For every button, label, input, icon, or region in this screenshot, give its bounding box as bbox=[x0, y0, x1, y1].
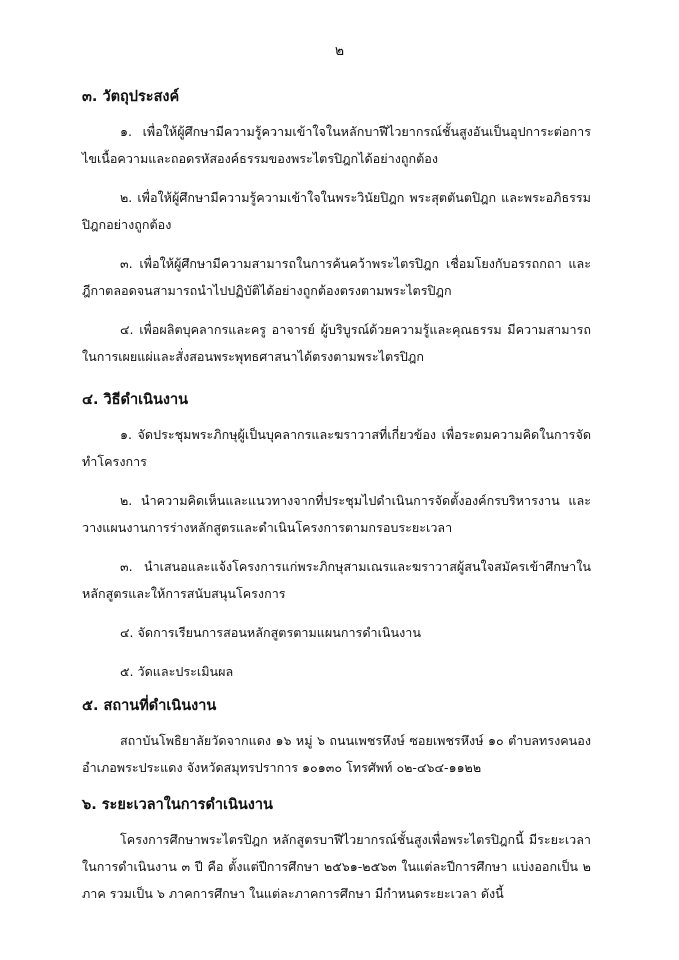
objective-1: ๑. เพื่อให้ผู้ศึกษามีความรู้ความเข้าใจในหลักบาฬีไวยากรณ์ชั้นสูงอันเป็นอุปการะต่อการไขเนื้อความและถอดรหัสองค์ธรรมของพระไตรปิฎกได้อย่างถูกต้อง bbox=[82, 124, 591, 166]
location-text: สถาบันโพธิยาลัยวัดจากแดง ๑๖ หมู่ ๖ ถนนเพชรหึงษ์ ซอยเพชรหึงษ์ ๑๐ ตำบลทรงคนอง อำเภอพระประแดง จังหวัดสมุทรปราการ ๑๐๑๓๐ โทรศัพท์ ๐๒-๔๖๔-๑๑๒๒ bbox=[82, 733, 591, 775]
section-heading-objectives: ๓. วัตถุประสงค์ bbox=[82, 89, 180, 105]
duration-text: โครงการศึกษาพระไตรปิฎก หลักสูตรบาฬีไวยากรณ์ชั้นสูงเพื่อพระไตรปิฎกนี้ มีระยะเวลาในการดำเนินงาน ๓ ปี คือ ตั้งแต่ปีการศึกษา ๒๕๖๑-๒๕๖๓ ในแต่ละปีการศึกษา แบ่งออกเป็น ๒ ภาค รวมเป็น ๖ ภาคการศึกษา ในแต่ละภาคการศึกษา มีกำหนดระยะเวลา ดังนี้ bbox=[82, 832, 591, 901]
document-body bbox=[82, 88, 591, 907]
section-heading-methods: ๔. วิธีดำเนินงาน bbox=[82, 392, 188, 408]
objective-3: ๓. เพื่อให้ผู้ศึกษามีความสามารถในการค้นคว้าพระไตรปิฎก เชื่อมโยงกับอรรถกถา และฎีกาตลอดจนสามารถนำไปปฏิบัติได้อย่างถูกต้องตรงตามพระไตรปิฎก bbox=[82, 256, 591, 298]
method-5: ๕. วัดและประเมินผล bbox=[120, 664, 234, 679]
method-3: ๓. นำเสนอและแจ้งโครงการแก่พระภิกษุสามเณรและฆราวาสผู้สนใจสมัครเข้าศึกษาในหลักสูตรและให้การสนับสนุนโครงการ bbox=[82, 559, 591, 601]
objective-4: ๔. เพื่อผลิตบุคลากรและครู อาจารย์ ผู้บริบูรณ์ด้วยความรู้และคุณธรรม มีความสามารถในการเผยแผ่และสั่งสอนพระพุทธศาสนาได้ตรงตามพระไตรปิฎก bbox=[82, 322, 591, 364]
page-number: ๒ bbox=[334, 43, 345, 59]
objective-2: ๒. เพื่อให้ผู้ศึกษามีความรู้ความเข้าใจในพระวินัยปิฎก พระสุตตันตปิฎก และพระอภิธรรมปิฎกอย่างถูกต้อง bbox=[82, 190, 591, 232]
method-2: ๒. นำความคิดเห็นและแนวทางจากที่ประชุมไปดำเนินการจัดตั้งองค์กรบริหารงาน และวางแผนงานการร่างหลักสูตรและดำเนินโครงการตามกรอบระยะเวลา bbox=[82, 493, 591, 535]
method-1: ๑. จัดประชุมพระภิกษุผู้เป็นบุคลากรและฆราวาสที่เกี่ยวข้อง เพื่อระดมความคิดในการจัดทำโครงการ bbox=[82, 427, 591, 469]
method-4: ๔. จัดการเรียนการสอนหลักสูตรตามแผนการดำเนินงาน bbox=[120, 625, 421, 640]
section-heading-duration: ๖. ระยะเวลาในการดำเนินงาน bbox=[82, 797, 273, 813]
section-heading-location: ๕. สถานที่ดำเนินงาน bbox=[82, 698, 217, 714]
